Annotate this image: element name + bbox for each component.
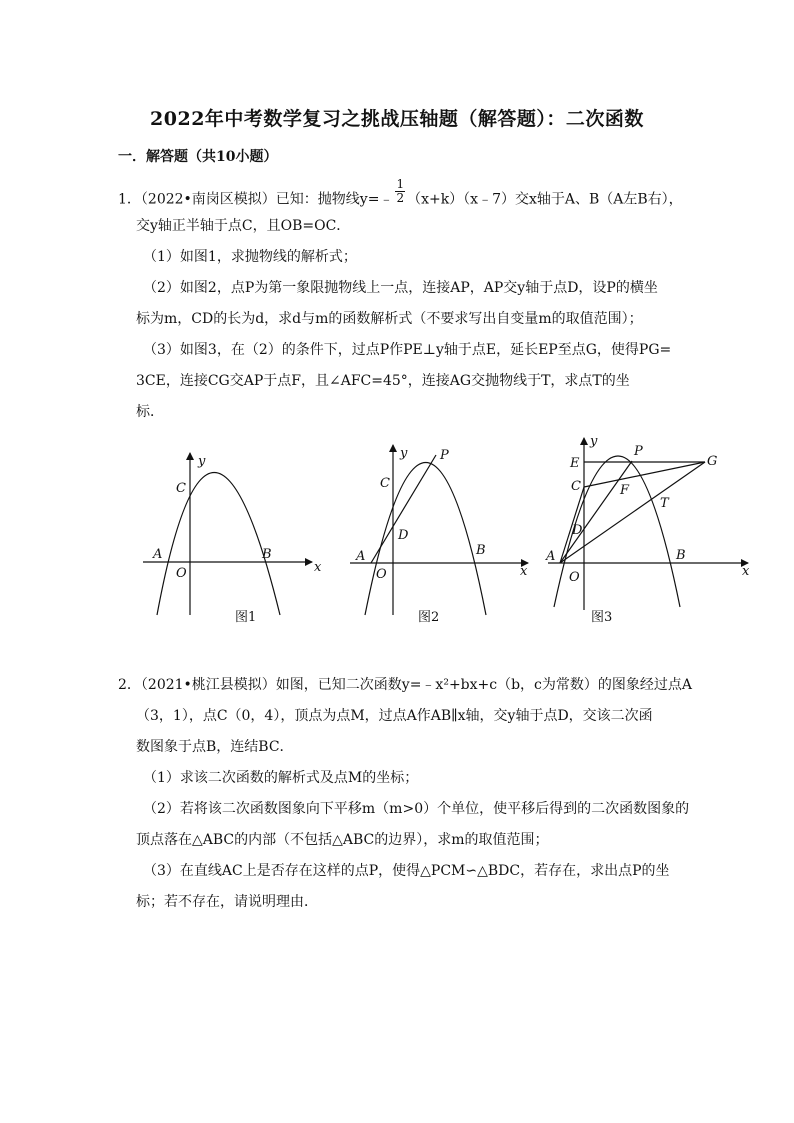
fig2-label-x: x (520, 564, 528, 579)
q2-sub3-b: 标；若不存在，请说明理由． (136, 894, 318, 910)
fig2-label-B: B (476, 543, 486, 558)
q2-sub3-a: （3）在直线AC上是否存在这样的点P，使得△PCM∽△BDC，若存在，求出点P的坐 (143, 863, 670, 879)
q1-sub2-b: 标为m，CD的长为d，求d与m的函数解析式（不要求写出自变量m的取值范围）； (136, 311, 643, 327)
q1-fraction (395, 178, 405, 205)
fig2-label-A: A (356, 549, 366, 564)
fig3-label-G: G (707, 454, 718, 469)
section-heading: 一．解答题（共10小题） (118, 149, 278, 165)
fig3-caption: 图3 (591, 610, 613, 625)
q1-lead: 1．（2022•南岗区模拟）已知：抛物线y=﹣ (118, 191, 394, 208)
fig2-label-D: D (398, 528, 409, 543)
fig1-label-C: C (176, 481, 186, 496)
fig3-label-y: y (590, 435, 598, 449)
q2-line3: 数图象于点B，连结BC． (136, 739, 294, 755)
fig3-segment-AP (560, 461, 632, 563)
fig1-label-A: A (153, 547, 163, 562)
fig3-label-B: B (676, 548, 686, 563)
q2-sub2-a: （2）若将该二次函数图象向下平移m（m>0）个单位，使平移后得到的二次函数图象的 (143, 801, 690, 817)
fig1-label-y: y (198, 454, 206, 469)
fig3-label-A: A (546, 549, 556, 564)
fig3-label-O: O (569, 570, 580, 585)
q2-line2: （3，1），点C（0，4），顶点为点M，过点A作AB∥x轴，交y轴于点D，交该二次函 (136, 708, 653, 724)
q2-sub1: （1）求该二次函数的解析式及点M的坐标； (143, 770, 419, 786)
fig3-label-x: x (742, 564, 750, 579)
q1-frac-den: 2 (396, 191, 405, 205)
q1-sub3-c: 标． (136, 404, 164, 420)
q1-line1 (118, 177, 683, 213)
fig3-label-F: F (620, 483, 630, 498)
fig1-label-O: O (176, 566, 187, 581)
fig1-caption: 图1 (235, 610, 257, 625)
figure-2 (350, 445, 528, 615)
fig3-label-P: P (634, 444, 643, 459)
fig2-label-P: P (440, 448, 449, 463)
q1-sub2-a: （2）如图2，点P为第一象限抛物线上一点，连接AP，AP交y轴于点D，设P的横坐 (143, 280, 658, 296)
fig3-label-T: T (660, 496, 669, 511)
fig1-label-x: x (314, 560, 322, 575)
q2-sub2-b: 顶点落在△ABC的内部（不包括△ABC的边界），求m的取值范围； (136, 832, 549, 848)
fig2-label-O: O (376, 567, 387, 582)
fig2-label-C: C (380, 476, 390, 491)
fig3-label-E: E (570, 456, 580, 471)
page-title: 2022年中考数学复习之挑战压轴题（解答题）：二次函数 (150, 108, 644, 130)
fig1-label-B: B (262, 547, 272, 562)
q2-line1: 2．（2021•桃江县模拟）如图，已知二次函数y=﹣x²+bx+c（b，c为常数）的图象经过点A (118, 677, 693, 693)
fig3-label-D: D (572, 523, 583, 538)
fig2-caption: 图2 (418, 610, 440, 625)
q1-sub3-a: （3）如图3，在（2）的条件下，过点P作PE⊥y轴于点E，延长EP至点G，使得PG= (143, 342, 672, 358)
q1-lead-rest: （x+k）（x﹣7）交x轴于A、B（A左B右）， (407, 191, 683, 208)
fig3-label-C: C (571, 479, 581, 494)
q1-sub1: （1）如图1，求抛物线的解析式； (143, 249, 357, 265)
q1-sub3-b: 3CE，连接CG交AP于点F，且∠AFC=45°，连接AG交抛物线于T，求点T的坐 (136, 373, 630, 389)
figure-1 (143, 453, 312, 615)
q1-line2: 交y轴正半轴于点C，且OB=OC． (136, 218, 351, 234)
fig2-label-y: y (400, 446, 408, 461)
fig2-segment-AP (371, 455, 436, 563)
q1-figures (0, 435, 794, 635)
q1-frac-num: 1 (396, 177, 405, 191)
